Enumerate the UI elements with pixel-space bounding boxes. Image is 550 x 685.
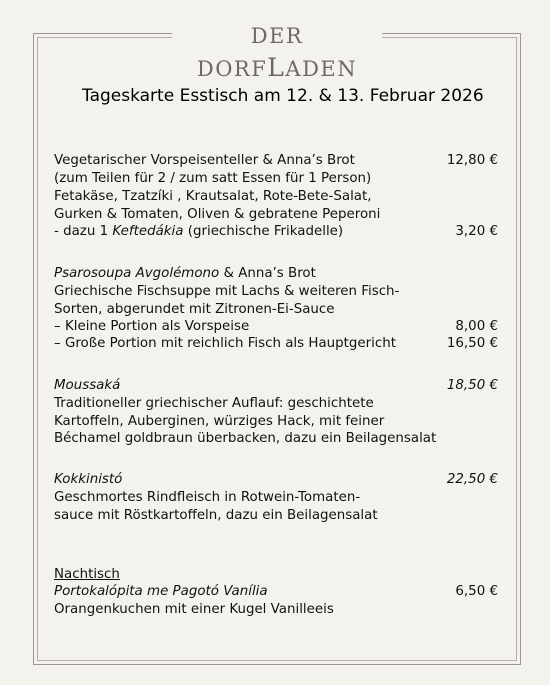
moussaka-line-3: Kartoffeln, Auberginen, würziges Hack, mit feiner [54, 414, 385, 429]
kokkinisto-line-1: Kokkinistó 22,50 € [54, 472, 498, 487]
page-title: Tageskarte Esstisch am 12. & 13. Februar 2026 [82, 86, 484, 106]
nachtisch-line-2: Orangenkuchen mit einer Kugel Vanilleeis [54, 602, 334, 617]
suppe-small-price: 8,00 € [455, 319, 498, 334]
vorspeise-line-4: Gurken & Tomaten, Oliven & gebratene Peperoni [54, 207, 381, 222]
kokkinisto-line-3: sauce mit Röstkartoffeln, dazu ein Beilagensalat [54, 508, 378, 523]
dorfladen-logo: DER DORFLADEN [172, 20, 382, 52]
suppe-line-4: – Kleine Portion als Vorspeise 8,00 € [54, 319, 498, 334]
nachtisch-price: 6,50 € [455, 584, 498, 599]
suppe-line-2: Griechische Fischsuppe mit Lachs & weiteren Fisch- [54, 284, 400, 299]
suppe-line-5: – Große Portion mit reichlich Fisch als Hauptgericht 16,50 € [54, 336, 498, 351]
suppe-line-3: Sorten, abgerundet mit Zitronen-Ei-Sauce [54, 302, 335, 317]
moussaka-line-1: Moussaká 18,50 € [54, 378, 498, 393]
moussaka-price: 18,50 € [446, 378, 498, 393]
nachtisch-line-1: Portokalópita me Pagotó Vanília 6,50 € [54, 584, 498, 599]
vorspeise-line-1: Vegetarischer Vorspeisenteller & Anna’s Brot 12,80 € [54, 153, 498, 168]
nachtisch-heading: Nachtisch [54, 567, 120, 582]
moussaka-line-2: Traditioneller griechischer Auflauf: geschichtete [54, 396, 374, 411]
vorspeise-line-5: - dazu 1 Keftedákia (griechische Frikadelle) 3,20 € [54, 224, 498, 239]
moussaka-line-4: Béchamel goldbraun überbacken, dazu ein Beilagensalat [54, 431, 437, 446]
vorspeise-line-3: Fetakäse, Tzatzíki , Krautsalat, Rote-Bete-Salat, [54, 189, 372, 204]
vorspeise-price: 12,80 € [446, 153, 498, 168]
suppe-line-1: Psarosoupa Avgolémono & Anna’s Brot [54, 266, 316, 281]
kokkinisto-line-2: Geschmortes Rindfleisch in Rotwein-Tomaten- [54, 490, 361, 505]
keftedakia-price: 3,20 € [455, 224, 498, 239]
vorspeise-line-2: (zum Teilen für 2 / zum satt Essen für 1 Person) [54, 171, 372, 186]
kokkinisto-price: 22,50 € [446, 472, 498, 487]
suppe-large-price: 16,50 € [446, 336, 498, 351]
